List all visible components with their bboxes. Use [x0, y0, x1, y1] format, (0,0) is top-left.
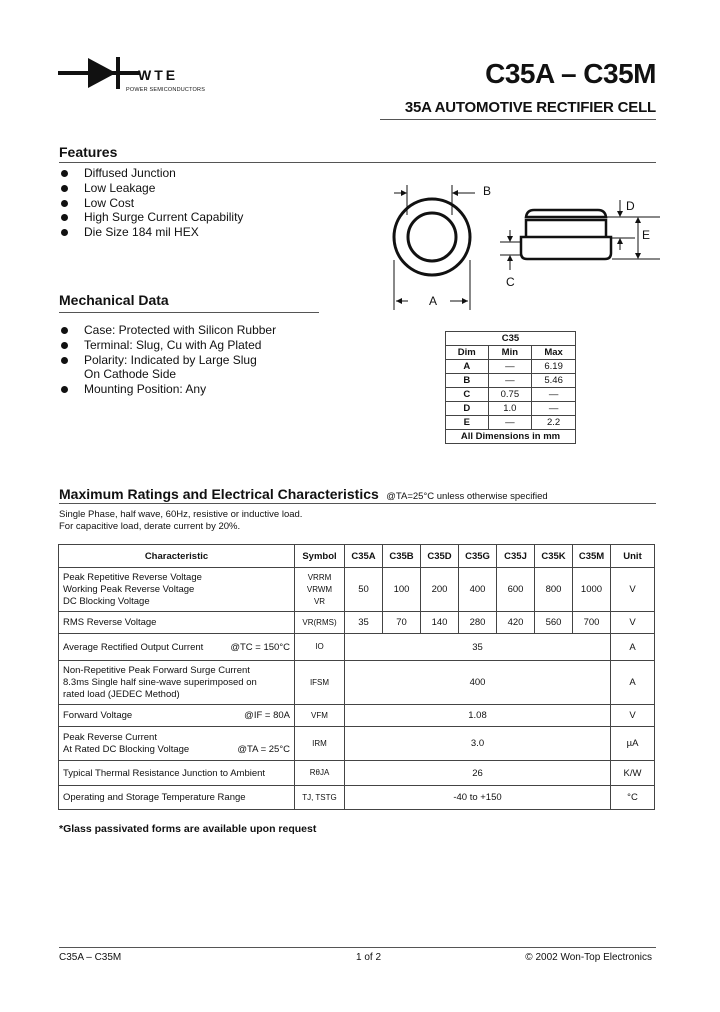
column-header: C35K [535, 545, 573, 568]
dim-header: Dim [446, 346, 489, 360]
symbol: VFM [311, 710, 328, 720]
value-cell: 26 [345, 761, 611, 786]
value-cell: 420 [497, 612, 535, 634]
company-logo [58, 55, 208, 95]
column-header: C35A [345, 545, 383, 568]
symbol: VRRM [307, 572, 332, 582]
row-label: Operating and Storage Temperature Range [59, 786, 295, 810]
column-header: C35J [497, 545, 535, 568]
table-row [446, 388, 576, 402]
ratings-heading [59, 486, 548, 504]
unit-cell: A [611, 634, 655, 661]
symbol: IO [315, 642, 324, 651]
dim-table-footer: All Dimensions in mm [446, 430, 576, 444]
symbol: RθJA [309, 768, 330, 777]
dim-cell: 6.19 [532, 360, 576, 374]
glass-note: *Glass passivated forms are available upon request [59, 823, 317, 835]
list-item: Low Leakage [59, 181, 319, 196]
footer-left: C35A – C35M [59, 952, 122, 963]
row-condition: @IF = 80A [244, 710, 290, 721]
mechanical-title: Mechanical Data [59, 292, 169, 308]
ratings-title: Maximum Ratings and Electrical Characteristics [59, 486, 379, 502]
dim-label-a: A [429, 294, 438, 308]
dim-cell: — [488, 374, 532, 388]
list-item: Diffused Junction [59, 166, 319, 181]
value-cell: 140 [421, 612, 459, 634]
row-label: At Rated DC Blocking Voltage [63, 743, 190, 755]
dim-cell: C [446, 388, 489, 402]
page-subtitle: 35A AUTOMOTIVE RECTIFIER CELL [404, 99, 656, 116]
dim-cell: — [532, 388, 576, 402]
table-row [446, 360, 576, 374]
value-cell: 600 [497, 568, 535, 612]
package-drawing [380, 180, 660, 310]
table-row [446, 416, 576, 430]
table-row [59, 612, 655, 634]
list-item: Case: Protected with Silicon Rubber [59, 323, 329, 338]
table-row [446, 402, 576, 416]
row-label: rated load (JEDEC Method) [63, 688, 180, 700]
row-label: Working Peak Reverse Voltage [63, 583, 195, 595]
dim-cell: 5.46 [532, 374, 576, 388]
dim-label-d: D [626, 199, 635, 213]
features-title: Features [59, 144, 118, 160]
list-item: Terminal: Slug, Cu with Ag Plated [59, 338, 329, 353]
unit-cell: °C [611, 786, 655, 810]
table-header-row [59, 545, 655, 568]
value-cell: 700 [573, 612, 611, 634]
column-header: C35G [459, 545, 497, 568]
value-cell: 70 [383, 612, 421, 634]
ratings-table [58, 544, 655, 810]
row-label: Average Rectified Output Current [63, 641, 204, 653]
dim-cell: 0.75 [488, 388, 532, 402]
row-label: 8.3ms Single half sine-wave superimposed on [63, 676, 257, 688]
row-label: DC Blocking Voltage [63, 595, 150, 607]
table-row [59, 761, 655, 786]
value-cell: 800 [535, 568, 573, 612]
ratings-note-2: For capacitive load, derate current by 20%. [59, 521, 241, 532]
value-cell: 200 [421, 568, 459, 612]
column-header: Unit [611, 545, 655, 568]
dim-cell: E [446, 416, 489, 430]
list-item: Polarity: Indicated by Large Slug [59, 353, 329, 368]
value-cell: 35 [345, 634, 611, 661]
column-header: C35M [573, 545, 611, 568]
footer-rule [59, 947, 656, 948]
column-header: Characteristic [59, 545, 295, 568]
list-item-continuation: On Cathode Side [84, 367, 177, 382]
dim-table-title: C35 [446, 332, 576, 346]
ratings-rule [59, 503, 656, 504]
symbol: VRWM [306, 584, 333, 594]
dim-cell: D [446, 402, 489, 416]
unit-cell: V [611, 612, 655, 634]
dim-label-e: E [642, 228, 651, 242]
ratings-condition: @TA=25°C unless otherwise specified [386, 491, 548, 502]
header-rule [380, 119, 656, 120]
row-label: Forward Voltage [63, 710, 133, 721]
unit-cell: V [611, 705, 655, 727]
logo-tagline: POWER SEMICONDUCTORS [126, 87, 206, 93]
row-label: Peak Reverse Current [63, 731, 157, 743]
column-header: C35B [383, 545, 421, 568]
dim-cell: 2.2 [532, 416, 576, 430]
value-cell: 100 [383, 568, 421, 612]
dim-label-b: B [483, 184, 492, 198]
list-item: Die Size 184 mil HEX [59, 225, 319, 240]
list-item: Mounting Position: Any [59, 382, 329, 397]
dim-cell: B [446, 374, 489, 388]
row-condition: @TC = 150°C [230, 641, 290, 653]
symbol: VR [313, 596, 326, 606]
logo-text: WTE [138, 67, 179, 83]
dim-label-c: C [506, 275, 515, 289]
dim-header: Min [488, 346, 532, 360]
dim-header: Max [532, 346, 576, 360]
ratings-note-1: Single Phase, half wave, 60Hz, resistive or inductive load. [59, 509, 303, 520]
table-row [59, 568, 655, 612]
mechanical-rule [59, 312, 319, 313]
dim-cell: — [488, 416, 532, 430]
dim-cell: — [488, 360, 532, 374]
value-cell: 35 [345, 612, 383, 634]
table-row [59, 727, 655, 761]
value-cell: 560 [535, 612, 573, 634]
symbol: IRM [312, 738, 327, 748]
value-cell: 1.08 [345, 705, 611, 727]
symbol: VR(RMS) [302, 617, 337, 627]
list-item: Low Cost [59, 196, 319, 211]
row-condition: @TA = 25°C [237, 743, 290, 755]
table-row [446, 374, 576, 388]
value-cell: 50 [345, 568, 383, 612]
features-rule [59, 162, 656, 163]
value-cell: 1000 [573, 568, 611, 612]
symbol: TJ, TSTG [302, 792, 337, 802]
unit-cell: V [611, 568, 655, 612]
diode-logo-icon [58, 55, 140, 91]
symbol: IFSM [309, 677, 330, 687]
value-cell: 3.0 [345, 727, 611, 761]
features-list [59, 166, 319, 240]
table-row [59, 786, 655, 810]
unit-cell: A [611, 661, 655, 705]
table-row [59, 661, 655, 705]
row-label: Non-Repetitive Peak Forward Surge Current [63, 664, 250, 676]
mechanical-list [59, 323, 329, 397]
page-title: C35A – C35M [485, 58, 656, 89]
column-header: C35D [421, 545, 459, 568]
footer-copyright: © 2002 Won-Top Electronics [525, 952, 652, 963]
value-cell: 400 [345, 661, 611, 705]
dim-cell: 1.0 [488, 402, 532, 416]
dim-cell: — [532, 402, 576, 416]
value-cell: 400 [459, 568, 497, 612]
table-row [59, 634, 655, 661]
row-label: Typical Thermal Resistance Junction to Ambient [59, 761, 295, 786]
dim-cell: A [446, 360, 489, 374]
value-cell: -40 to +150 [345, 786, 611, 810]
unit-cell: K/W [611, 761, 655, 786]
column-header: Symbol [295, 545, 345, 568]
dimensions-table [445, 331, 576, 444]
row-label: RMS Reverse Voltage [59, 612, 295, 634]
footer-page-number: 1 of 2 [356, 952, 382, 963]
table-row [59, 705, 655, 727]
row-label: Peak Repetitive Reverse Voltage [63, 571, 202, 583]
unit-cell: µA [611, 727, 655, 761]
list-item: High Surge Current Capability [59, 210, 319, 225]
value-cell: 280 [459, 612, 497, 634]
